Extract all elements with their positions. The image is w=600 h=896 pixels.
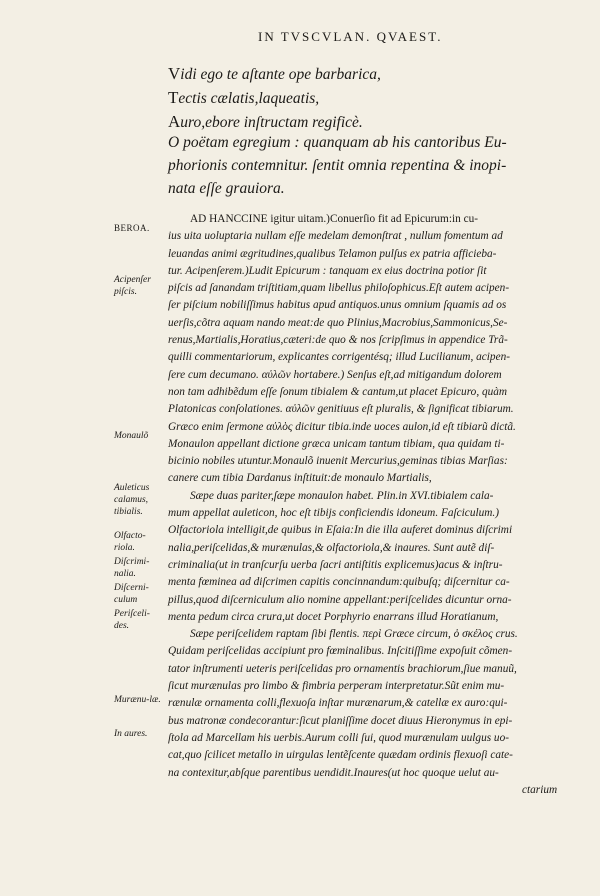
commentary-line: tator inſtrumenti ueteris periſcelidas pro ornamentis brachiorum,ſiue manuũ, xyxy=(168,662,517,675)
commentary-line: tur. Acipenſerem.)Ludit Epicurum : tanquam ex eius doctrina potior ſit xyxy=(168,264,487,277)
poeta-paragraph xyxy=(168,131,593,200)
margin-note: In aures. xyxy=(114,729,148,739)
commentary-line: quilli commentariorum, explicantes corrigentésq; illud Lucilianum, acipen- xyxy=(168,351,510,364)
commentary-line: ſtola ad Marcellam his uerbis.Aurum colli ſui, quod murænulam uulgus uo- xyxy=(168,731,509,744)
margin-note: Diſcerni-culum xyxy=(114,583,149,605)
poeta-line: O poëtam egregium : quanquam ab his cantoribus Eu- xyxy=(168,134,507,151)
commentary-line: Sæpe duas pariter,ſæpe monaulon habet. Plin.in XVI.tibialem cala- xyxy=(190,489,494,502)
commentary-line: bus matronæ condecorantur:ſicut planiſſime docet diuus Hieronymus in epi- xyxy=(168,714,513,727)
margin-note: Periſceli-des. xyxy=(114,609,150,631)
commentary-line: leuandas animi ægritudines,qualibus Telamon pulſus ex patria afficieba- xyxy=(168,247,497,260)
verse-text: ectis cælatis,laqueatis, xyxy=(178,90,320,107)
commentary-text xyxy=(168,211,586,799)
margin-note: Acipenſer piſcis. xyxy=(114,275,151,297)
commentary-line: piſcis ad ſanandam triſtitiam,quam libellus philoſophicus.Eſt autem acipen- xyxy=(168,282,510,295)
margin-note: BEROA. xyxy=(114,223,150,233)
commentary-line: Platonicas conſolationes. αὐλῶν genitiuus eſt pluralis, & ſignificat tibiarum. xyxy=(168,403,514,416)
verse-text: idi ego te aſtante ope barbarica, xyxy=(180,66,381,83)
commentary-line: bicinio nobiles utuntur.Monaulõ inuenit Mercurius,geminas tibias Marſias: xyxy=(168,455,508,468)
commentary-line: Græco enim ſermone αὐλὸς dicitur tibia.inde uoces aulon,id eſt tibiarũ dictã. xyxy=(168,420,516,433)
commentary-line: menta pedum circa crura,ut docet Porphyrio enarrans illud Horatianum, xyxy=(168,610,499,623)
verse-initial: A xyxy=(168,112,181,131)
commentary-line: canere cum tibia Dardanus inſtituit:de monaulo Martialis, xyxy=(168,472,432,485)
running-header: IN TVSCVLAN. QVAEST. xyxy=(258,29,443,44)
commentary-line: nalia,periſcelidas,& murænulas,& olfactoriola,& inaures. Sunt autẽ diſ- xyxy=(168,541,495,554)
margin-note: Murænu-læ. xyxy=(114,695,161,705)
commentary-line: ctarium xyxy=(522,783,558,796)
commentary-line: non tam adhibẽdum eſſe ſonum tibialem & cantum,ut placet Epicuro, quàm xyxy=(168,385,508,398)
commentary-line: mum appellat auleticon, hoc eſt tibijs conficiendis idoneum. Faſciculum.) xyxy=(168,507,499,520)
margin-note: Monaulõ xyxy=(114,431,149,441)
commentary-line: menta fœminea ad diſcrimen capitis concinnandum:quibuſq; diſcernitur ca- xyxy=(168,576,510,589)
commentary-line: ſicut murænulas pro limbo & fimbria perperam interpretatur.Sũt enim mu- xyxy=(168,680,505,693)
commentary-line: pillus,quod diſcerniculum alio nomine appellant:periſcelides dicuntur orna- xyxy=(168,593,512,606)
commentary-line: Monaulon appellant dictione græca unicam tantum tibiam, qua quidam ti- xyxy=(168,437,505,450)
commentary-line: Sæpe periſcelidem raptam ſibi flentis. περὶ Græce circum, ὁ σκέλος crus. xyxy=(190,628,518,641)
commentary-line: criminalia(ut in tranſcurſu uerba ſacri antiſtitis explicemus)acus & inſtru- xyxy=(168,558,503,571)
verse-line xyxy=(168,86,588,110)
commentary-line: rænulæ ornamenta colli,flexuoſa inſtar murænarum,& catellæ ex auro:qui- xyxy=(168,697,508,710)
commentary-line: na contexitur,abſque parentibus uendidit.Inaures(ut hoc quoque uelut au- xyxy=(168,766,499,779)
verse-initial: V xyxy=(168,64,181,83)
margin-note: Olfacto-riola. xyxy=(114,531,146,553)
commentary-line: renus,Martialis,Horatius,cæteri:de quo & nos ſcripſimus in appendice Trã- xyxy=(168,334,508,347)
commentary-line: AD HANCCINE igitur uitam.)Conuerſio fit ad Epicurum:in cu- xyxy=(190,213,479,225)
poeta-line: nata eſſe grauiora. xyxy=(168,180,285,197)
commentary-line: Olfactoriola intelligit,de quibus in Eſaia:In die illa auferet dominus diſcrimi xyxy=(168,524,513,537)
commentary-line: ſer piſcium nobiliſſimus habitus apud antiquos.unus omnium ſquamis ad os xyxy=(168,299,507,312)
poeta-line: phorionis contemnitur. ſentit omnia repentina & inopi- xyxy=(168,157,507,174)
commentary-line: ſere cum decumano. αὐλῶν hortabere.) Senſus eſt,ad mitigandum dolorem xyxy=(168,368,502,381)
commentary-line: Quidam periſcelidas accipiunt pro fœminalibus. Inſcitiſſime expoſuit cõmen- xyxy=(168,645,513,658)
verse-text: uro,ebore inſtructam regificè. xyxy=(180,114,363,131)
verse-line xyxy=(168,62,588,86)
verse-initial: T xyxy=(168,88,179,107)
margin-note: Auleticus calamus, tibialis. xyxy=(114,483,150,517)
verse-block xyxy=(168,62,588,134)
commentary-line: ius uita uoluptaria nullam eſſe medelam demonſtrat , nullum fomentum ad xyxy=(168,230,503,243)
margin-note: Diſcrimi-nalia. xyxy=(114,557,150,579)
commentary-line: uerſis,cõtra aquam nando meat:de quo Plinius,Macrobius,Sammonicus,Se- xyxy=(168,316,508,329)
commentary-line: cat,quo ſcilicet metallo in uirgulas lentẽſcente quædam ordinis flexuoſi cate- xyxy=(168,749,513,762)
